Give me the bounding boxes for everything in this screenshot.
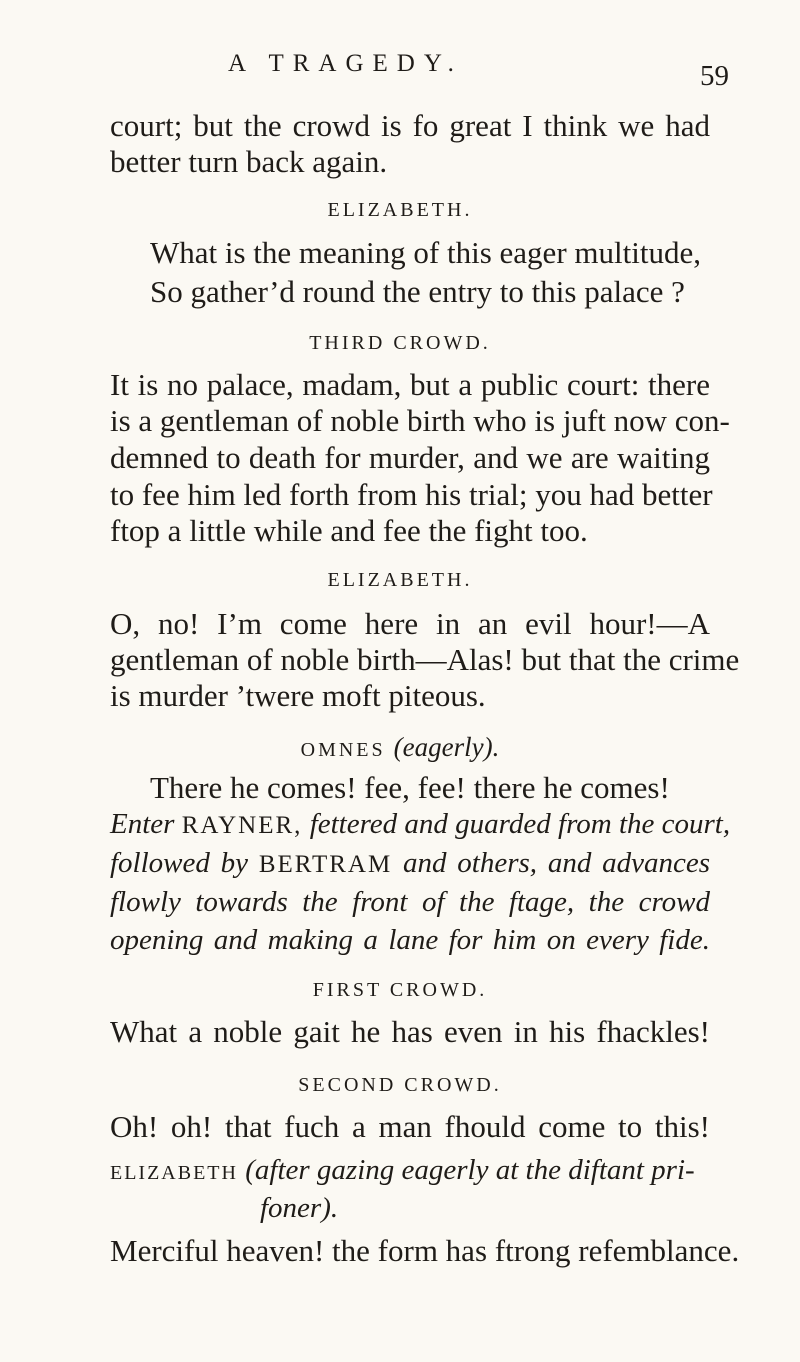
- text-line: gentleman of noble birth—Alas! but that the crime: [110, 642, 740, 677]
- text-line: It is no palace, madam, but a public court: there: [110, 367, 710, 402]
- speaker-heading-with-direction: [110, 1152, 710, 1191]
- text-line: better turn back again.: [110, 144, 388, 179]
- stage-text: fettered and guarded from the court,: [309, 808, 731, 840]
- stage-direction-line: [110, 806, 731, 844]
- character-name: BERTRAM: [258, 851, 393, 878]
- stage-text: followed by: [110, 847, 249, 879]
- text-line: O, no! I’m come here in an evil hour!—A: [110, 606, 710, 641]
- running-title: A TRAGEDY.: [228, 50, 463, 77]
- stage-direction: (after gazing eagerly at the diftant pri-: [245, 1154, 695, 1186]
- text-line: Merciful heaven! the form has ftrong refemblance.: [110, 1233, 740, 1268]
- page-number: 59: [700, 60, 729, 92]
- text-line: So gather’d round the entry to this palace ?: [150, 274, 685, 309]
- stage-direction: (eagerly).: [393, 732, 500, 762]
- text-line: Oh! oh! that fuch a man fhould come to this!: [110, 1109, 710, 1144]
- stage-direction-line: flowly towards the front of the ftage, the crowd: [110, 886, 710, 918]
- speaker-heading: FIRST CROWD.: [312, 979, 488, 1001]
- speaker-heading: [0, 734, 800, 763]
- stage-text: Enter: [110, 808, 175, 840]
- text-line: ftop a little while and fee the fight too.: [110, 513, 588, 548]
- speaker-heading: THIRD CROWD.: [309, 332, 491, 354]
- text-line: What is the meaning of this eager multitude,: [150, 235, 701, 270]
- text-line: What a noble gait he has even in his fhackles!: [110, 1014, 710, 1049]
- text-line: court; but the crowd is fo great I think we had: [110, 108, 710, 143]
- speaker-heading: ELIZABETH.: [327, 199, 473, 221]
- speaker-heading: SECOND CROWD.: [298, 1074, 502, 1096]
- stage-direction-line: opening and making a lane for him on every fide.: [110, 924, 710, 956]
- stage-text: and others, and advances: [403, 847, 711, 879]
- stage-direction-line: foner).: [260, 1192, 339, 1224]
- speaker-heading: ELIZABETH.: [327, 569, 473, 591]
- text-line: to fee him led forth from his trial; you had better: [110, 477, 713, 512]
- speaker-name: OMNES: [300, 739, 386, 761]
- text-line: There he comes! fee, fee! there he comes!: [150, 770, 670, 805]
- stage-direction-line: [110, 845, 710, 883]
- speaker-name: ELIZABETH: [110, 1162, 238, 1184]
- text-line: is murder ’twere moft piteous.: [110, 678, 486, 713]
- page-header: [0, 50, 800, 90]
- text-line: demned to death for murder, and we are waiting: [110, 440, 710, 475]
- character-name: RAYNER,: [181, 812, 303, 839]
- text-line: is a gentleman of noble birth who is juft now con-: [110, 403, 730, 438]
